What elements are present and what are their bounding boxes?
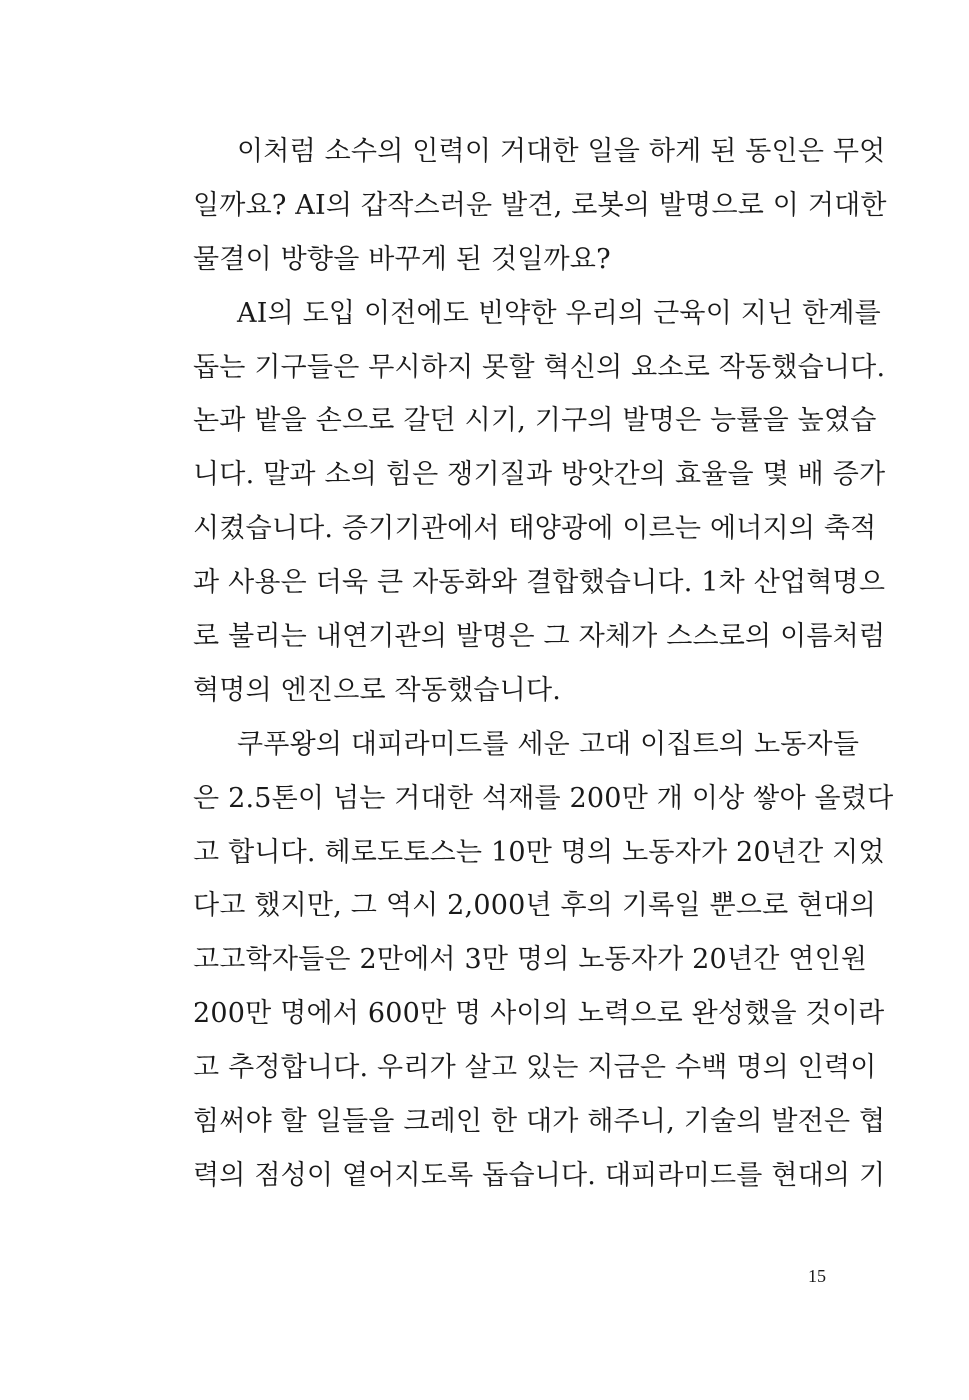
paragraph-3-line-3: 고 합니다. 헤로도토스는 10만 명의 노동자가 20년간 지었 [193,836,885,868]
paragraph-2-line-6: 과 사용은 더욱 큰 자동화와 결합했습니다. 1차 산업혁명으 [193,567,886,599]
paragraph-2-line-4: 니다. 말과 소의 힘은 쟁기질과 방앗간의 효율을 몇 배 증가 [193,459,886,491]
paragraph-3-line-8: 힘써야 할 일들을 크레인 한 대가 해주니, 기술의 발전은 협 [193,1106,886,1138]
paragraph-2-line-1: AI의 도입 이전에도 빈약한 우리의 근육이 지닌 한계를 [237,297,881,329]
paragraph-2-line-2: 돕는 기구들은 무시하지 못할 혁신의 요소로 작동했습니다. [193,351,886,383]
paragraph-1-line-2: 일까요? AI의 갑작스러운 발견, 로봇의 발명으로 이 거대한 [193,189,887,221]
paragraph-3-line-5: 고고학자들은 2만에서 3만 명의 노동자가 20년간 연인원 [193,944,868,976]
paragraph-2-line-7: 로 불리는 내연기관의 발명은 그 자체가 스스로의 이름처럼 [193,621,886,653]
paragraph-3-line-9: 력의 점성이 옅어지도록 돕습니다. 대피라미드를 현대의 기 [193,1159,886,1191]
paragraph-1-line-1: 이처럼 소수의 인력이 거대한 일을 하게 된 동인은 무엇 [237,136,886,167]
body-text [193,125,894,1203]
paragraph-3-line-7: 고 추정합니다. 우리가 살고 있는 지금은 수백 명의 인력이 [193,1052,877,1084]
paragraph-1-line-3: 물결이 방향을 바꾸게 된 것일까요? [193,243,611,275]
paragraph-3-line-1: 쿠푸왕의 대피라미드를 세운 고대 이집트의 노동자들 [237,728,860,760]
page-number: 15 [808,1266,826,1286]
paragraph-3-line-6: 200만 명에서 600만 명 사이의 노력으로 완성했을 것이라 [193,998,885,1030]
paragraph-2-line-8: 혁명의 엔진으로 작동했습니다. [193,674,562,706]
paragraph-2-line-3: 논과 밭을 손으로 갈던 시기, 기구의 발명은 능률을 높였습 [193,405,877,437]
paragraph-2-line-5: 시켰습니다. 증기기관에서 태양광에 이르는 에너지의 축적 [193,513,877,545]
paragraph-3-line-4: 다고 했지만, 그 역시 2,000년 후의 기록일 뿐으로 현대의 [193,890,876,922]
paragraph-3-line-2: 은 2.5톤이 넘는 거대한 석재를 200만 개 이상 쌓아 올렸다 [193,782,894,814]
